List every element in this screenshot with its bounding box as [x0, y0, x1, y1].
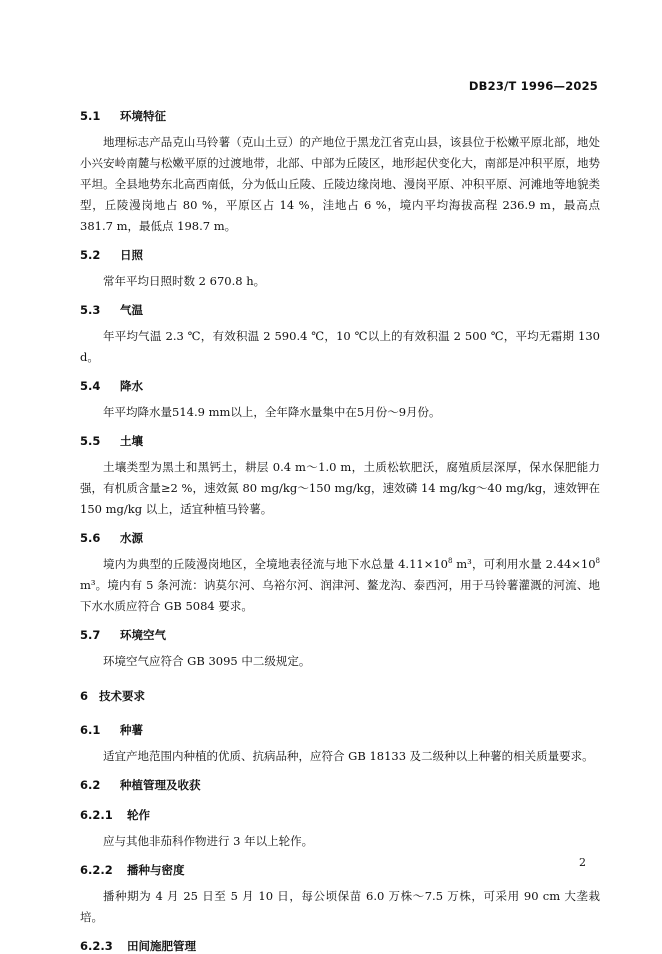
- section-heading-5-3: [80, 302, 600, 318]
- section-title: 技术要求: [99, 689, 145, 703]
- section-heading-5-6: [80, 530, 600, 546]
- page-number: 2: [579, 856, 586, 869]
- document-body: [80, 108, 600, 954]
- paragraph-text: 境内为典型的丘陵漫岗地区，全境地表径流与地下水总量 4.11×10: [103, 557, 448, 571]
- section-number: 6.1: [80, 723, 101, 737]
- section-title: 田间施肥管理: [127, 939, 196, 953]
- section-number: 5.3: [80, 303, 101, 317]
- section-number: 6.2.2: [80, 863, 113, 877]
- section-number: 5.7: [80, 628, 101, 642]
- section-title: 日照: [120, 248, 143, 262]
- section-heading-5-5: [80, 433, 600, 449]
- section-number: 5.1: [80, 109, 101, 123]
- section-heading-6-2: [80, 777, 600, 793]
- section-paragraph-5-3: 年平均气温 2.3 ℃，有效积温 2 590.4 ℃，10 ℃以上的有效积温 2 500 ℃，平均无霜期 130 d。: [80, 329, 600, 364]
- section-heading-6-2-1: [80, 807, 600, 823]
- section-paragraph-5-5: 土壤类型为黑土和黑钙土，耕层 0.4 m～1.0 m，土质松软肥沃，腐殖质层深厚，保水保肥能力强，有机质含量≥2 %，速效氮 80 mg/kg～150 mg/kg，速效磷 14 mg/kg～40 mg/kg，速效钾在 150 mg/kg 以上，适宜种植马铃薯。: [80, 460, 600, 516]
- superscript: 8: [448, 557, 453, 566]
- section-number: 5.6: [80, 531, 101, 545]
- section-heading-5-4: [80, 378, 600, 394]
- section-heading-6-2-3: [80, 938, 600, 954]
- section-title: 环境特征: [120, 109, 166, 123]
- section-number: 5.5: [80, 434, 101, 448]
- section-heading-6-1: [80, 722, 600, 738]
- section-title: 环境空气: [120, 628, 166, 642]
- section-number: 6: [80, 689, 89, 703]
- section-paragraph-5-1: 地理标志产品克山马铃薯（克山土豆）的产地位于黑龙江省克山县，该县位于松嫩平原北部，地处小兴安岭南麓与松嫩平原的过渡地带，北部、中部为丘陵区，地形起伏变化大，南部是冲积平原，地势平坦。全县地势东北高西南低，分为低山丘陵、丘陵边缘岗地、漫岗平原、冲积平原、河滩地等地貌类型，丘陵漫岗地占 80 %，平原区占 14 %，洼地占 6 %，境内平均海拔高程 236.9 m，最高点 381.7 m，最低点 198.7 m。: [80, 135, 600, 233]
- section-title: 水源: [120, 531, 143, 545]
- section-paragraph-5-7: 环境空气应符合 GB 3095 中二级规定。: [103, 654, 311, 668]
- section-title: 种植管理及收获: [120, 778, 201, 792]
- section-number: 5.2: [80, 248, 101, 262]
- section-title: 种薯: [120, 723, 143, 737]
- section-number: 6.2.3: [80, 939, 113, 953]
- section-heading-5-2: [80, 247, 600, 263]
- section-paragraph-5-6: [80, 554, 600, 617]
- superscript: 8: [595, 557, 601, 566]
- section-heading-5-1: [80, 108, 600, 124]
- section-title: 气温: [120, 303, 143, 317]
- document-id: DB23/T 1996—2025: [468, 79, 598, 93]
- section-title: 土壤: [120, 434, 143, 448]
- section-heading-6: [80, 688, 600, 704]
- paragraph-text: m³。境内有 5 条河流：讷莫尔河、乌裕尔河、润津河、鳌龙沟、泰西河，用于马铃薯灌溉的河流、地下水水质应符合 GB 5084 要求。: [80, 578, 600, 613]
- section-paragraph-6-1: 适宜产地范围内种植的优质、抗病品种，应符合 GB 18133 及二级种以上种薯的相关质量要求。: [103, 749, 594, 763]
- section-title: 播种与密度: [127, 863, 185, 877]
- section-title: 轮作: [127, 808, 150, 822]
- section-title: 降水: [120, 379, 143, 393]
- paragraph-text: m³，可利用水量 2.44×10: [452, 557, 596, 571]
- section-paragraph-6-2-1: 应与其他非茄科作物进行 3 年以上轮作。: [103, 834, 314, 848]
- section-paragraph-6-2-2: 播种期为 4 月 25 日至 5 月 10 日，每公顷保苗 6.0 万株～7.5 万株，可采用 90 cm 大垄栽培。: [80, 889, 600, 924]
- section-heading-5-7: [80, 627, 600, 643]
- section-paragraph-5-4: 年平均降水量514.9 mm以上，全年降水量集中在5月份～9月份。: [103, 405, 441, 419]
- section-number: 6.2.1: [80, 808, 113, 822]
- section-number: 5.4: [80, 379, 101, 393]
- section-paragraph-5-2: 常年平均日照时数 2 670.8 h。: [103, 274, 266, 288]
- section-heading-6-2-2: [80, 862, 600, 878]
- section-number: 6.2: [80, 778, 101, 792]
